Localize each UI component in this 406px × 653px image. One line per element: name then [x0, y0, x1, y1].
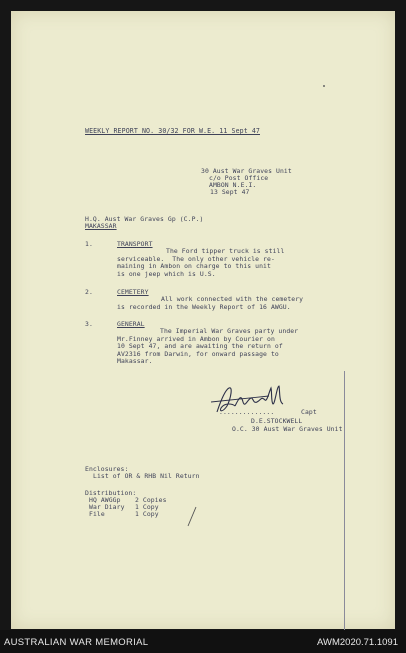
footer-catalogue-id: AWM2020.71.1091	[317, 637, 398, 648]
pencil-margin-line	[344, 371, 345, 631]
item-title-general: GENERAL	[117, 320, 145, 328]
distribution-qty: 1 Copy	[135, 510, 159, 518]
enclosures-label: Enclosures:	[85, 465, 129, 473]
footer-institution: AUSTRALIAN WAR MEMORIAL	[4, 637, 149, 648]
distribution-recipient: File	[89, 510, 105, 518]
item-text-line: maining in Ambon on charge to this unit	[117, 262, 271, 270]
item-title-transport: TRANSPORT	[117, 240, 153, 248]
distribution-recipient: War Diary	[89, 503, 125, 511]
item-text-line: The Ford tipper truck is still	[166, 247, 285, 255]
archive-footer-bar	[0, 630, 406, 653]
sender-location: AMBON N.E.I.	[209, 181, 257, 189]
item-number: 3.	[85, 320, 93, 328]
item-text-line: Makassar.	[117, 357, 153, 365]
item-text-line: serviceable. The only other vehicle re-	[117, 255, 275, 263]
item-number: 1.	[85, 240, 93, 248]
item-text-line: Mr.Finney arrived in Ambon by Courier on	[117, 335, 275, 343]
addressee-line: H.Q. Aust War Graves Gp (C.P.)	[85, 215, 204, 223]
item-text-line: AV2316 from Darwin, for onward passage to	[117, 350, 279, 358]
sender-date: 13 Sept 47	[210, 188, 250, 196]
distribution-qty: 1 Copy	[135, 503, 159, 511]
distribution-recipient: HQ AWGGp	[89, 496, 121, 504]
item-text-line: 10 Sept 47, and are awaiting the return of	[117, 342, 283, 350]
distribution-label: Distribution:	[85, 489, 137, 497]
item-text-line: is recorded in the Weekly Report of 16 AWGU.	[117, 303, 291, 311]
signature-dotted-line: ..............	[219, 408, 275, 416]
item-number: 2.	[85, 288, 93, 296]
sender-unit: 30 Aust War Graves Unit	[201, 167, 292, 175]
addressee-city: MAKASSAR	[85, 222, 117, 230]
distribution-qty: 2 Copies	[135, 496, 167, 504]
enclosures-line: List of OR & RHB Nil Return	[93, 472, 200, 480]
paper-speck	[323, 85, 325, 87]
item-text-line: The Imperial War Graves party under	[160, 327, 299, 335]
signatory-title: O.C. 30 Aust War Graves Unit	[232, 425, 343, 433]
sender-address-line: c/o Post Office	[209, 174, 269, 182]
signatory-rank: Capt	[301, 408, 317, 416]
signatory-name: D.E.STOCKWELL	[251, 417, 303, 425]
item-text-line: is one jeep which is U.S.	[117, 270, 216, 278]
document-page	[11, 11, 395, 629]
pen-tick-mark	[186, 506, 198, 528]
item-text-line: All work connected with the cemetery	[161, 295, 304, 303]
item-title-cemetery: CEMETERY	[117, 288, 149, 296]
report-heading: WEEKLY REPORT NO. 30/32 FOR W.E. 11 Sept 47	[85, 127, 260, 135]
